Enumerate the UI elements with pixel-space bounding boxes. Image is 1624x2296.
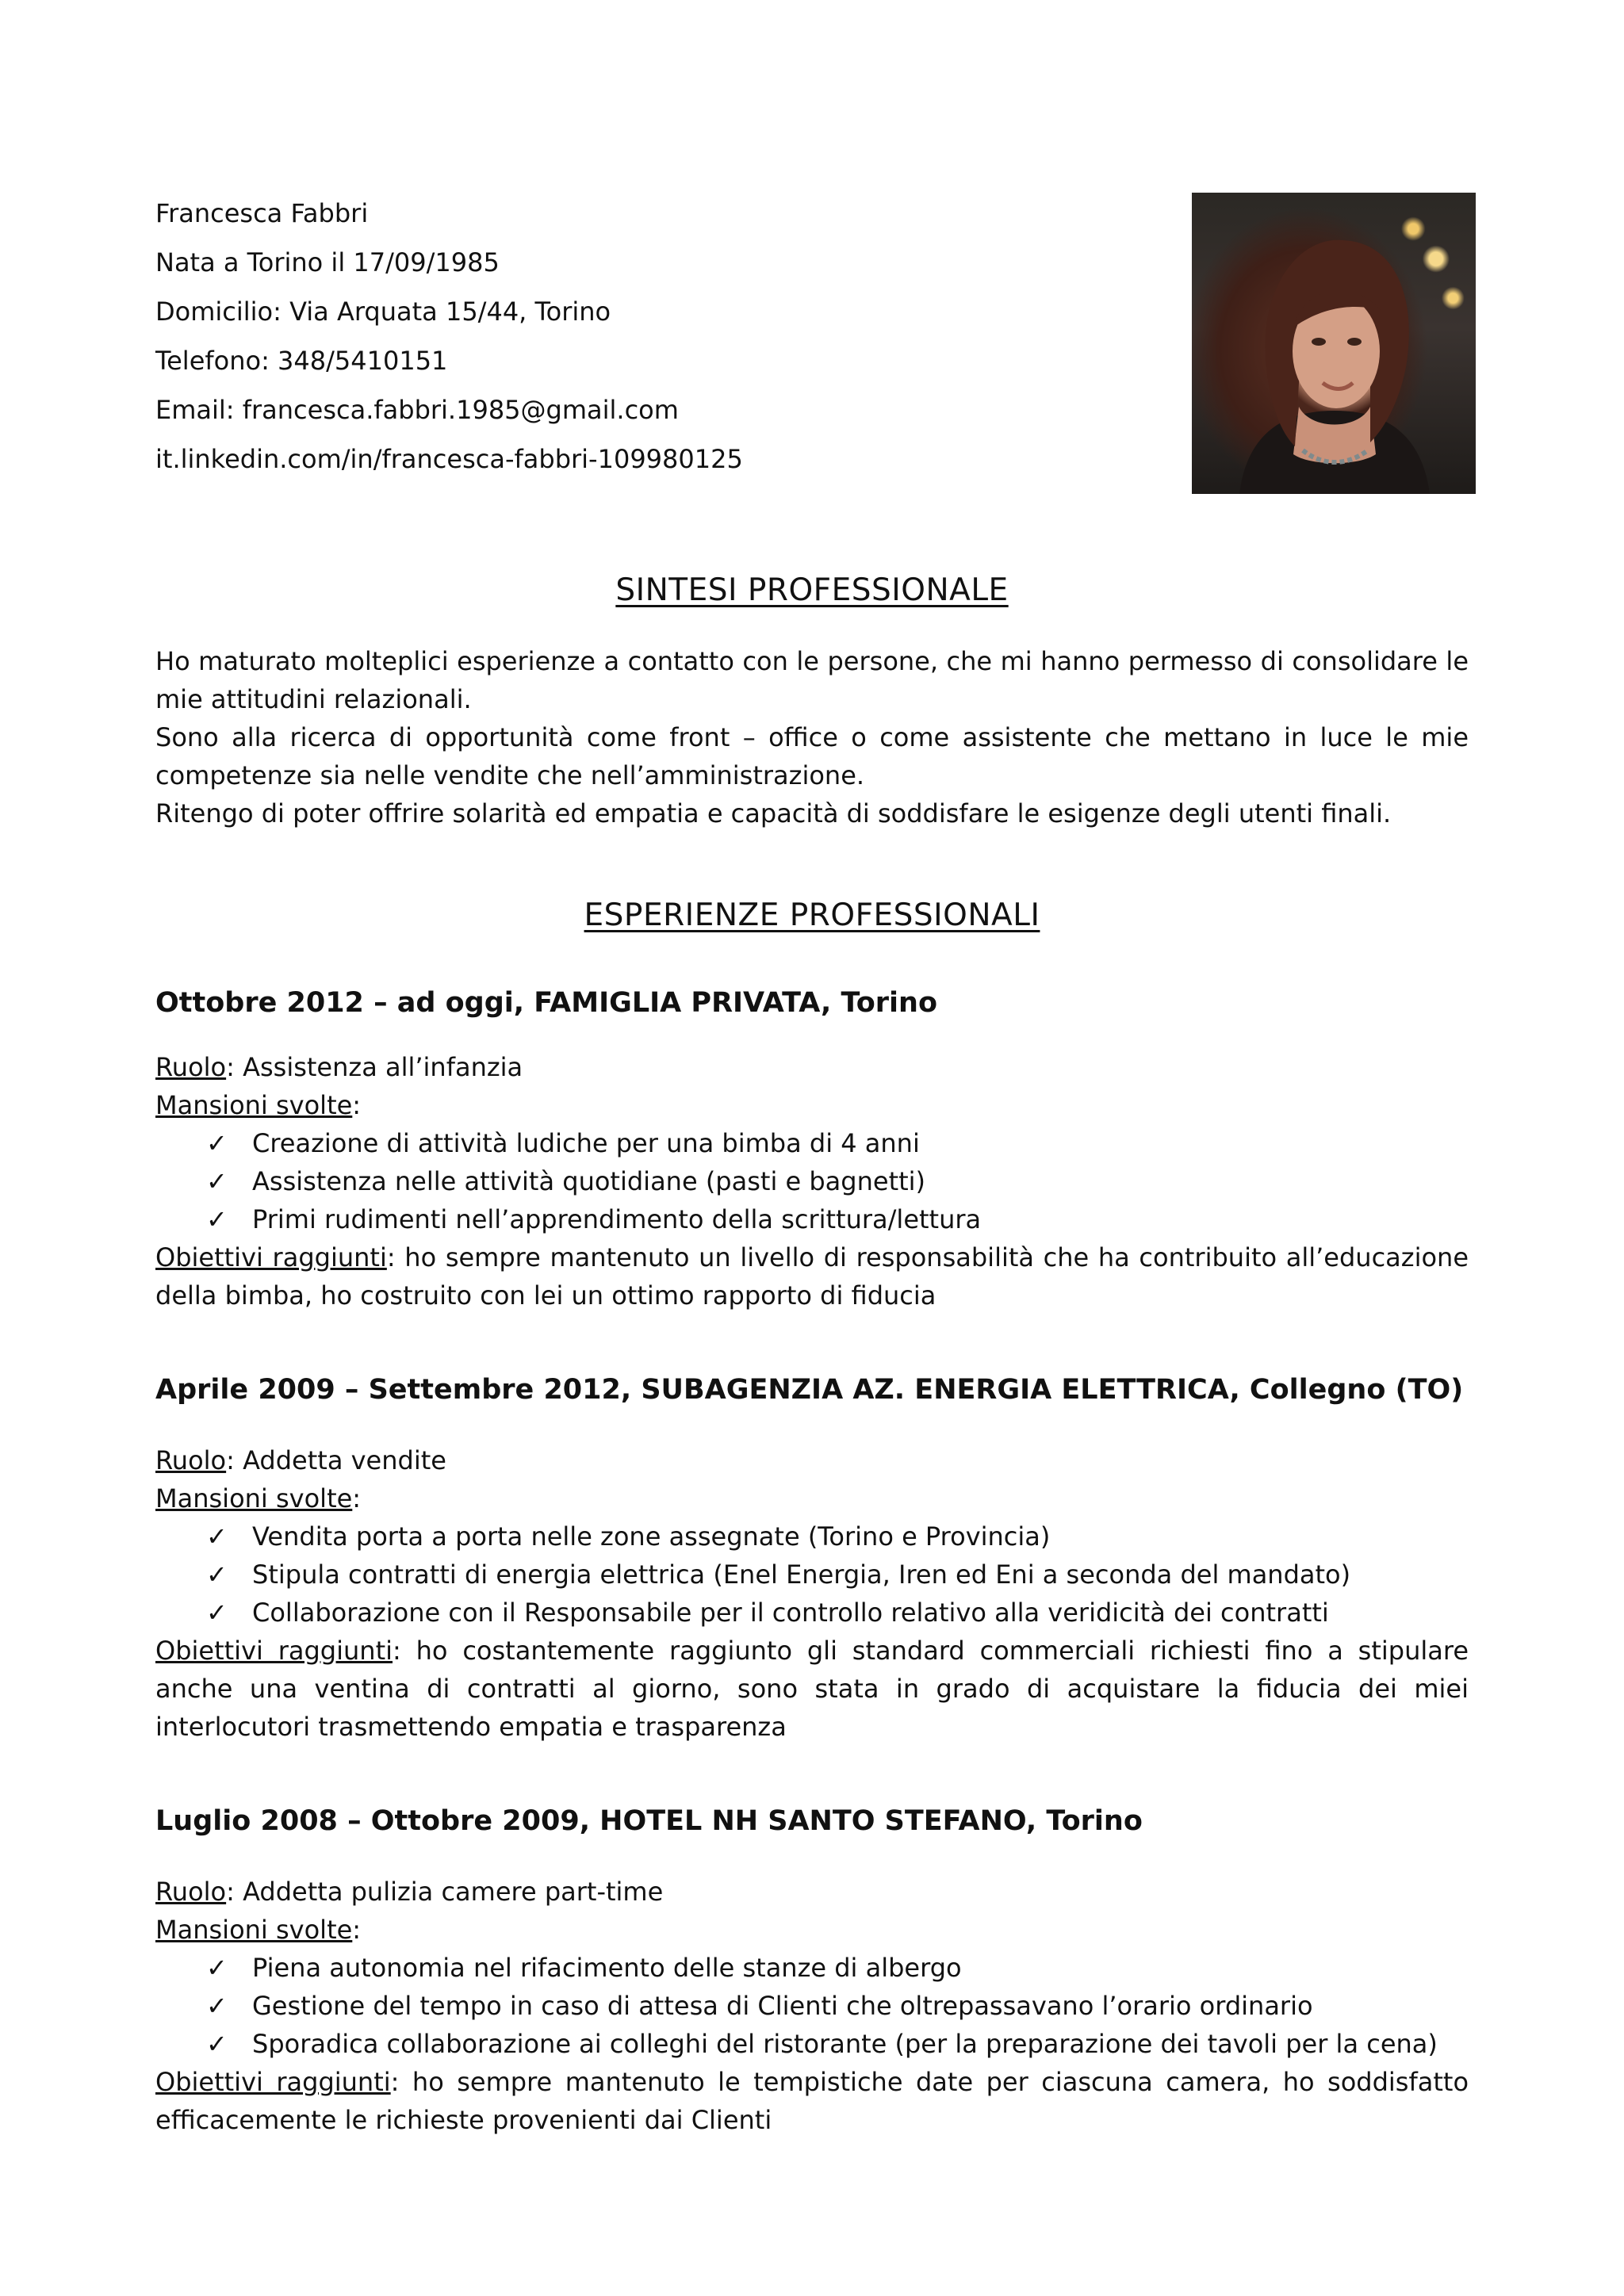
tasks-line: Mansioni svolte: (155, 1090, 362, 1120)
contact-email: Email: francesca.fabbri.1985@gmail.com (155, 395, 679, 425)
tasks-label: Mansioni svolte (155, 1090, 353, 1120)
role-line: Ruolo: Addetta pulizia camere part-time (155, 1877, 664, 1907)
profile-photo (1192, 193, 1476, 494)
role-line: Ruolo: Addetta vendite (155, 1445, 446, 1475)
results-label: Obiettivi raggiunti (155, 1636, 393, 1666)
results-value: ho costantemente raggiunto gli standard commerciali richiesti fino a stipulare anche una ventina di contratti al giorno, sono stata in grado di acquistare la fiducia dei miei interlocutori trasmettendo empatia e trasparenza (155, 1636, 1469, 1742)
contact-linkedin: it.linkedin.com/in/francesca-fabbri-109980125 (155, 444, 743, 474)
results-line: Obiettivi raggiunti: ho sempre mantenuto un livello di responsabilità che ha contribuito all’educazione della bimba, ho costruito con lei un ottimo rapporto di fiducia (155, 1242, 1469, 1311)
summary-text (155, 642, 1469, 832)
check-icon: ✓ (206, 1559, 228, 1590)
role-label: Ruolo (155, 1445, 227, 1475)
job-details (155, 1441, 1469, 1746)
contact-phone: Telefono: 348/5410151 (155, 346, 448, 376)
job-heading: Ottobre 2012 – ad oggi, FAMIGLIA PRIVATA, Torino (155, 987, 937, 1019)
check-icon: ✓ (206, 1166, 228, 1196)
check-icon: ✓ (206, 1128, 228, 1158)
summary-paragraph: Ho maturato molteplici esperienze a contatto con le persone, che mi hanno permesso di consolidare le mie attitudini relazionali. (155, 646, 1469, 714)
job-details (155, 1873, 1469, 2139)
task-item: ✓ Sporadica collaborazione ai colleghi del ristorante (per la preparazione dei tavoli per la cena) (155, 2025, 1469, 2063)
results-label: Obiettivi raggiunti (155, 2067, 391, 2097)
check-icon: ✓ (206, 1598, 228, 1628)
task-item: ✓ Creazione di attività ludiche per una bimba di 4 anni (155, 1124, 1469, 1162)
tasks-label: Mansioni svolte (155, 1915, 353, 1945)
role-value: Addetta vendite (243, 1445, 446, 1475)
contact-address: Domicilio: Via Arquata 15/44, Torino (155, 297, 611, 327)
summary-title: SINTESI PROFESSIONALE (615, 572, 1009, 608)
job-details (155, 1048, 1469, 1314)
experience-title: ESPERIENZE PROFESSIONALI (584, 897, 1040, 933)
task-item: ✓ Vendita porta a porta nelle zone assegnate (Torino e Provincia) (155, 1517, 1469, 1556)
check-icon: ✓ (206, 1991, 228, 2021)
task-item: ✓ Primi rudimenti nell’apprendimento della scrittura/lettura (155, 1200, 1469, 1238)
tasks-line: Mansioni svolte: (155, 1915, 362, 1945)
job-heading: Aprile 2009 – Settembre 2012, SUBAGENZIA AZ. ENERGIA ELETTRICA, Collegno (TO) (155, 1374, 1464, 1406)
results-value: ho sempre mantenuto le tempistiche date per ciascuna camera, ho soddisfatto efficacemente le richieste provenienti dai Clienti (155, 2067, 1469, 2135)
tasks-line: Mansioni svolte: (155, 1483, 362, 1513)
tasks-label: Mansioni svolte (155, 1483, 353, 1513)
check-icon: ✓ (206, 1204, 228, 1234)
task-list (155, 1949, 1469, 2063)
task-item: ✓ Stipula contratti di energia elettrica (Enel Energia, Iren ed Eni a seconda del mandato) (155, 1556, 1469, 1594)
task-item: ✓ Piena autonomia nel rifacimento delle stanze di albergo (155, 1949, 1469, 1987)
role-label: Ruolo (155, 1877, 227, 1907)
role-label: Ruolo (155, 1052, 227, 1082)
task-item: ✓ Gestione del tempo in caso di attesa di Clienti che oltrepassavano l’orario ordinario (155, 1987, 1469, 2025)
results-value: ho sempre mantenuto un livello di responsabilità che ha contribuito all’educazione della bimba, ho costruito con lei un ottimo rapporto di fiducia (155, 1242, 1469, 1311)
task-list (155, 1517, 1469, 1632)
role-value: Assistenza all’infanzia (243, 1052, 523, 1082)
results-line: Obiettivi raggiunti: ho costantemente raggiunto gli standard commerciali richiesti fino a stipulare anche una ventina di contratti al giorno, sono stata in grado di acquistare la fiducia dei miei interlocutori trasmettendo empatia e trasparenza (155, 1636, 1469, 1742)
role-value: Addetta pulizia camere part-time (243, 1877, 664, 1907)
results-line: Obiettivi raggiunti: ho sempre mantenuto le tempistiche date per ciascuna camera, ho soddisfatto efficacemente le richieste provenienti dai Clienti (155, 2067, 1469, 2135)
task-list (155, 1124, 1469, 1238)
check-icon: ✓ (206, 1521, 228, 1552)
task-item: ✓ Assistenza nelle attività quotidiane (pasti e bagnetti) (155, 1162, 1469, 1200)
role-line: Ruolo: Assistenza all’infanzia (155, 1052, 523, 1082)
results-label: Obiettivi raggiunti (155, 1242, 387, 1272)
summary-paragraph: Ritengo di poter offrire solarità ed empatia e capacità di soddisfare le esigenze degli utenti finali. (155, 798, 1392, 828)
job-heading: Luglio 2008 – Ottobre 2009, HOTEL NH SANTO STEFANO, Torino (155, 1805, 1143, 1837)
check-icon: ✓ (206, 2029, 228, 2059)
contact-name: Francesca Fabbri (155, 198, 369, 228)
task-item: ✓ Collaborazione con il Responsabile per il controllo relativo alla veridicità dei contratti (155, 1594, 1469, 1632)
summary-paragraph: Sono alla ricerca di opportunità come front – office o come assistente che mettano in luce le mie competenze sia nelle vendite che nell’amministrazione. (155, 722, 1469, 790)
contact-block (155, 192, 1107, 487)
portrait-illustration (1192, 193, 1476, 494)
contact-birth: Nata a Torino il 17/09/1985 (155, 247, 500, 277)
check-icon: ✓ (206, 1953, 228, 1983)
